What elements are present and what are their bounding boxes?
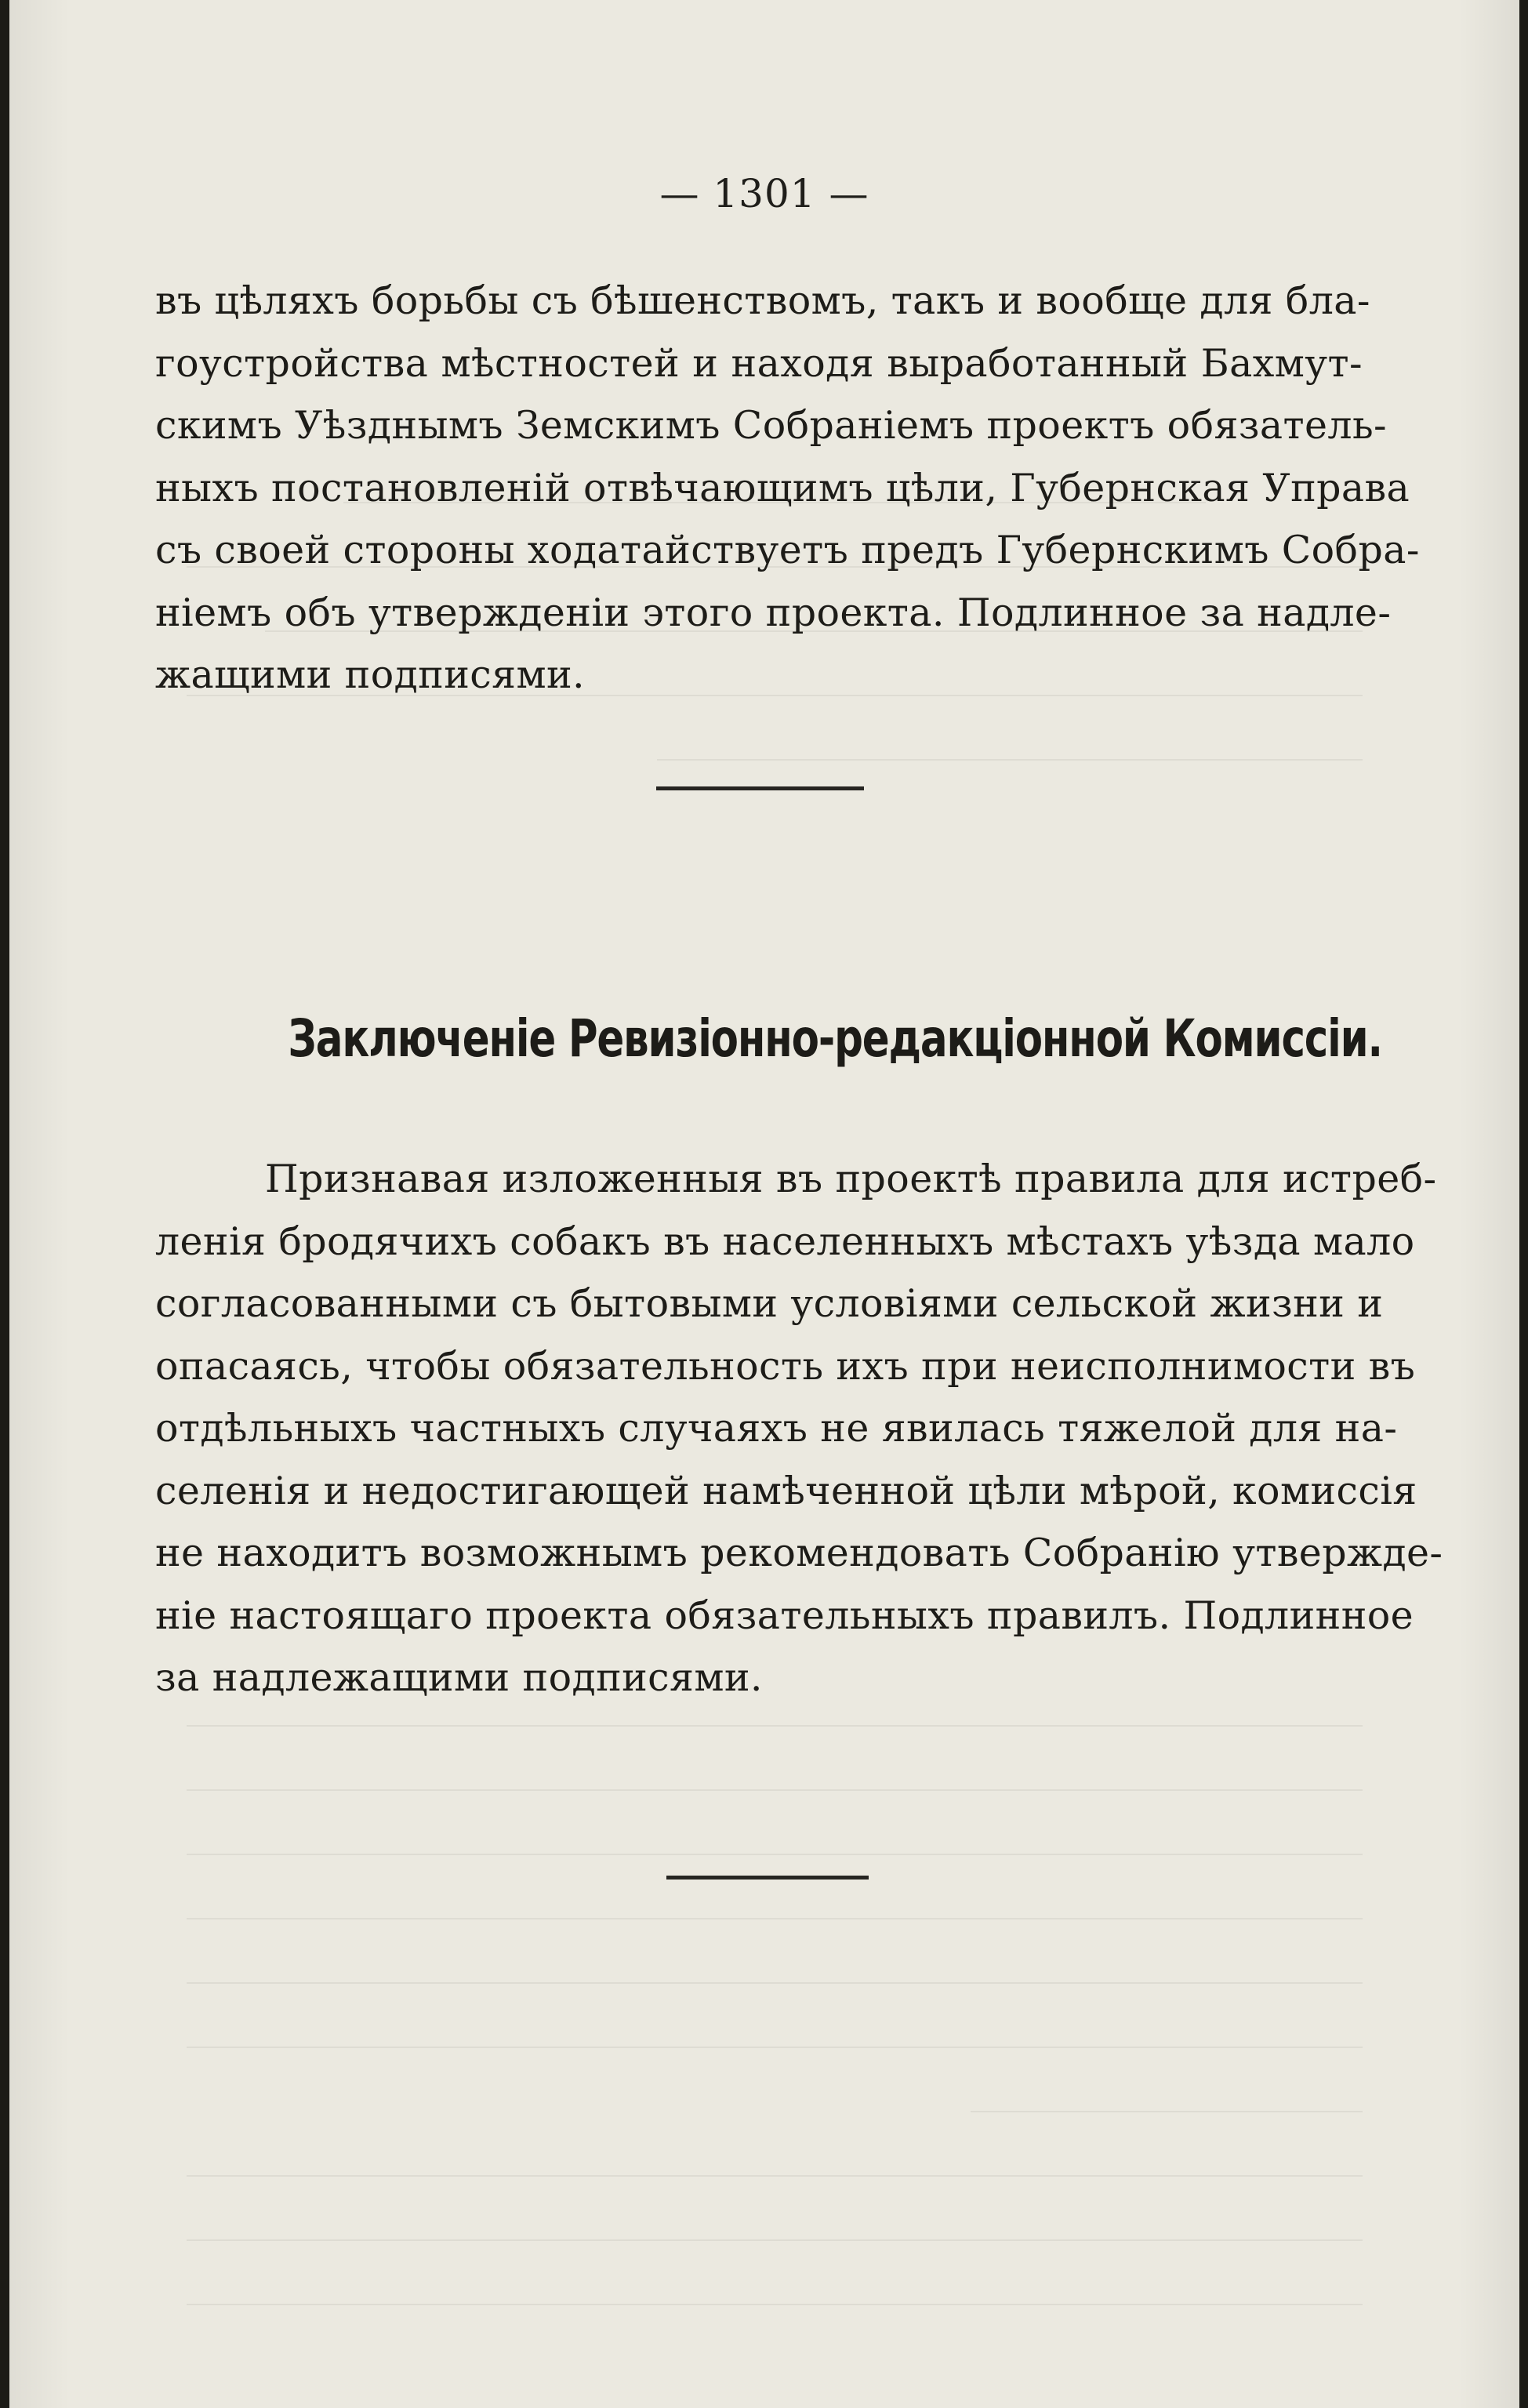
show-through-texture-lower xyxy=(155,1662,1363,2305)
text-line: жащими подписями. xyxy=(155,652,586,697)
text-line: въ цѣляхъ борьбы съ бѣшенствомъ, такъ и вообще для бла- xyxy=(155,278,1370,323)
text-line: ніемъ объ утвержденіи этого проекта. Подлинное за надле- xyxy=(155,590,1392,635)
text-line: за надлежащими подписями. xyxy=(155,1655,763,1700)
text-line: съ своей стороны ходатайствуетъ предъ Губернскимъ Собра- xyxy=(155,528,1420,572)
text-line: не находитъ возможнымъ рекомендовать Собранію утвержде- xyxy=(155,1531,1443,1575)
text-line: селенія и недостигающей намѣченной цѣли мѣрой, комиссія xyxy=(155,1468,1417,1513)
section-heading: Заключеніе Ревизіонно-редакціонной Комиссіи. xyxy=(288,1008,1382,1069)
text-line: ныхъ постановленій отвѣчающимъ цѣли, Губернская Управа xyxy=(155,465,1410,510)
text-line: скимъ Уѣзднымъ Земскимъ Собраніемъ проектъ обязатель- xyxy=(155,403,1387,448)
text-line: ленія бродячихъ собакъ въ населенныхъ мѣстахъ уѣзда мало xyxy=(155,1219,1415,1264)
text-line: опасаясь, чтобы обязательность ихъ при неисполнимости въ xyxy=(155,1343,1416,1389)
section-divider-bottom xyxy=(666,1876,869,1880)
section-divider-top xyxy=(656,786,864,790)
conclusion-paragraph xyxy=(155,1148,1443,1709)
text-line: Признавая изложенныя въ проектѣ правила для истреб- xyxy=(265,1157,1437,1201)
page-number: — 1301 — xyxy=(659,171,869,216)
text-line: отдѣльныхъ частныхъ случаяхъ не явилась тяжелой для на- xyxy=(155,1406,1398,1451)
text-line: согласованными съ бытовыми условіями сельской жизни и xyxy=(155,1281,1384,1326)
book-page xyxy=(9,0,1519,2408)
text-line: гоустройства мѣстностей и находя выработанный Бахмут- xyxy=(155,340,1363,386)
text-line: ніе настоящаго проекта обязательныхъ правилъ. Подлинное xyxy=(155,1593,1414,1638)
top-paragraph xyxy=(155,270,1420,706)
